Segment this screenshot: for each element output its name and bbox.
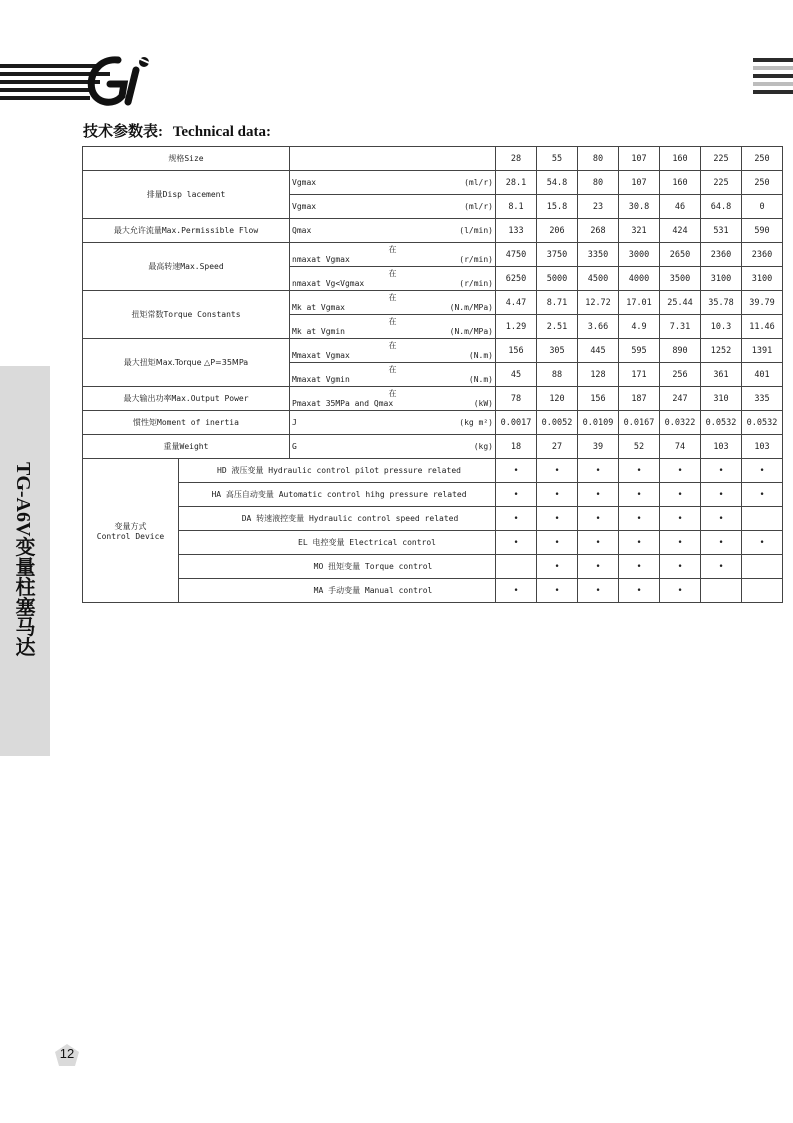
table-cell: • [701,459,742,483]
heading-cn: 技术参数表: [83,124,163,140]
table-cell: • [619,555,660,579]
table-cell: • [496,483,537,507]
table-cell: 11.46 [742,315,783,339]
table-cell: • [742,531,783,555]
table-cell: 30.8 [619,195,660,219]
table-cell: • [578,579,619,603]
side-tab-label: TG-A6V变量柱塞马达 [12,462,34,657]
table-cell: 890 [660,339,701,363]
table-cell: 6250 [496,267,537,291]
table-cell: 595 [619,339,660,363]
table-cell: • [619,483,660,507]
table-cell: • [578,459,619,483]
table-cell: • [537,531,578,555]
size-label: 规格Size [83,147,290,171]
table-cell: 103 [701,435,742,459]
table-cell: • [701,507,742,531]
speed-label: 最高转速Max.Speed [83,243,290,291]
table-cell: 445 [578,339,619,363]
table-cell: • [742,459,783,483]
table-cell: 335 [742,387,783,411]
table-cell: 206 [537,219,578,243]
flow-param: Qmax (l/min) [290,219,496,243]
table-cell: 128 [578,363,619,387]
table-cell: 3100 [742,267,783,291]
table-cell: 305 [537,339,578,363]
weight-row [83,435,783,459]
table-cell: 3100 [701,267,742,291]
table-cell: 39.79 [742,291,783,315]
table-cell: 156 [496,339,537,363]
inertia-label: 惯性矩Moment of inertia [83,411,290,435]
table-cell: 4000 [619,267,660,291]
control-row [83,579,783,603]
table-cell: 3500 [660,267,701,291]
table-cell: • [537,459,578,483]
table-cell: • [660,459,701,483]
size-value: 107 [619,147,660,171]
table-cell: 187 [619,387,660,411]
table-cell: 15.8 [537,195,578,219]
table-cell: 171 [619,363,660,387]
weight-label: 重量Weight [83,435,290,459]
torque-constants-label: 扭矩常数Torque Constants [83,291,290,339]
control-row [83,555,783,579]
size-value: 28 [496,147,537,171]
control-ma: MA 手动变量 Manual control [179,579,496,603]
table-cell: 0 [742,195,783,219]
table-cell: • [619,531,660,555]
table-cell: 78 [496,387,537,411]
table-cell: 1252 [701,339,742,363]
table-cell: • [537,483,578,507]
displacement-row [83,171,783,195]
technical-data-table [82,146,783,603]
table-cell: 0.0167 [619,411,660,435]
table-cell: 35.78 [701,291,742,315]
control-label: 变量方式 Control Device [83,459,179,603]
max-torque-row [83,339,783,363]
size-value: 225 [701,147,742,171]
table-cell: 17.01 [619,291,660,315]
size-row [83,147,783,171]
table-cell: 250 [742,171,783,195]
flow-row [83,219,783,243]
table-cell: 424 [660,219,701,243]
table-cell: 4750 [496,243,537,267]
table-cell: 120 [537,387,578,411]
table-cell: 0.0052 [537,411,578,435]
table-cell [742,507,783,531]
table-cell: 156 [578,387,619,411]
table-cell: • [578,507,619,531]
table-cell: 64.8 [701,195,742,219]
table-cell: 107 [619,171,660,195]
control-row [83,483,783,507]
table-cell [496,555,537,579]
table-cell: 8.1 [496,195,537,219]
table-cell: 225 [701,171,742,195]
table-cell: 310 [701,387,742,411]
gj-logo-icon [78,52,158,110]
table-cell: 2360 [701,243,742,267]
table-cell: 3000 [619,243,660,267]
table-cell: 361 [701,363,742,387]
table-cell: • [578,483,619,507]
table-cell: • [701,531,742,555]
table-cell: 0.0532 [701,411,742,435]
torque-constant-param: 在 Mk at Vgmax (N.m/MPa) [290,291,496,315]
table-cell: • [537,507,578,531]
table-cell: 133 [496,219,537,243]
table-cell: 12.72 [578,291,619,315]
displacement-param: Vgmax (ml/r) [290,195,496,219]
table-cell: 256 [660,363,701,387]
size-value: 55 [537,147,578,171]
table-cell: • [619,507,660,531]
table-cell: • [619,459,660,483]
table-cell: 103 [742,435,783,459]
speed-param: 在 nmaxat Vgmax (r/min) [290,243,496,267]
table-cell: 247 [660,387,701,411]
table-cell: 0.0109 [578,411,619,435]
heading-en: Technical data: [172,124,271,140]
table-cell: 2650 [660,243,701,267]
table-cell: 39 [578,435,619,459]
table-cell: 1.29 [496,315,537,339]
table-cell: • [537,579,578,603]
table-cell: • [496,531,537,555]
table-cell: • [496,459,537,483]
inertia-row [83,411,783,435]
table-cell: 52 [619,435,660,459]
displacement-param: Vgmax (ml/r) [290,171,496,195]
table-cell: 0.0322 [660,411,701,435]
table-cell: • [701,555,742,579]
table-cell: • [660,531,701,555]
table-cell: • [496,507,537,531]
section-heading [83,120,271,141]
table-cell: 3350 [578,243,619,267]
table-cell: 28.1 [496,171,537,195]
table-cell: 0.0532 [742,411,783,435]
table-cell: 590 [742,219,783,243]
control-row [83,531,783,555]
table-cell: 2360 [742,243,783,267]
table-cell: 5000 [537,267,578,291]
page-number: 12 [59,1046,75,1061]
table-cell: 18 [496,435,537,459]
table-cell: 2.51 [537,315,578,339]
table-cell [742,555,783,579]
table-cell: 531 [701,219,742,243]
table-cell [742,579,783,603]
speed-row [83,243,783,267]
header-right-stripes [753,58,793,98]
table-cell: 160 [660,171,701,195]
table-cell: 3.66 [578,315,619,339]
table-cell: • [578,531,619,555]
table-cell: 0.0017 [496,411,537,435]
control-row [83,459,783,483]
table-cell: 401 [742,363,783,387]
flow-label: 最大允许流量Max.Permissible Flow [83,219,290,243]
table-cell: 268 [578,219,619,243]
inertia-param: J (kg m²) [290,411,496,435]
table-cell: 25.44 [660,291,701,315]
table-cell: 4.47 [496,291,537,315]
speed-param: 在 nmaxat Vg<Vgmax (r/min) [290,267,496,291]
power-row [83,387,783,411]
table-cell: • [619,579,660,603]
table-cell: • [660,483,701,507]
table-cell: 10.3 [701,315,742,339]
table-cell: 27 [537,435,578,459]
table-cell: • [578,555,619,579]
torque-constant-param: 在 Mk at Vgmin (N.m/MPa) [290,315,496,339]
control-hd: HD 液压变量 Hydraulic control pilot pressure related [179,459,496,483]
table-cell: • [660,555,701,579]
control-el: EL 电控变量 Electrical control [179,531,496,555]
table-cell: 1391 [742,339,783,363]
size-value: 80 [578,147,619,171]
table-cell: • [496,579,537,603]
weight-param: G (kg) [290,435,496,459]
table-cell: 4.9 [619,315,660,339]
size-value: 250 [742,147,783,171]
table-cell: • [701,483,742,507]
table-cell: 54.8 [537,171,578,195]
table-cell: • [660,507,701,531]
table-cell: 46 [660,195,701,219]
torque-constant-row [83,291,783,315]
size-param [290,147,496,171]
table-cell [701,579,742,603]
table-cell: 74 [660,435,701,459]
table-cell: • [537,555,578,579]
table-cell: 88 [537,363,578,387]
table-cell: 80 [578,171,619,195]
table-cell: 23 [578,195,619,219]
power-param: 在 Pmaxat 35MPa and Qmax (kW) [290,387,496,411]
power-label: 最大输出功率Max.Output Power [83,387,290,411]
control-da: DA 转速液控变量 Hydraulic control speed related [179,507,496,531]
control-mo: MO 扭矩变量 Torque control [179,555,496,579]
table-cell: 321 [619,219,660,243]
table-cell: • [660,579,701,603]
table-cell: 45 [496,363,537,387]
table-cell: • [742,483,783,507]
table-cell: 7.31 [660,315,701,339]
max-torque-label: 最大扭矩Max.Torque △P=35MPa [83,339,290,387]
table-cell: 3750 [537,243,578,267]
table-cell: 4500 [578,267,619,291]
displacement-label: 排量Disp lacement [83,171,290,219]
table-cell: 8.71 [537,291,578,315]
max-torque-param: 在 Mmaxat Vgmax (N.m) [290,339,496,363]
control-row [83,507,783,531]
max-torque-param: 在 Mmaxat Vgmin (N.m) [290,363,496,387]
size-value: 160 [660,147,701,171]
control-ha: HA 高压自动变量 Automatic control hihg pressure related [179,483,496,507]
